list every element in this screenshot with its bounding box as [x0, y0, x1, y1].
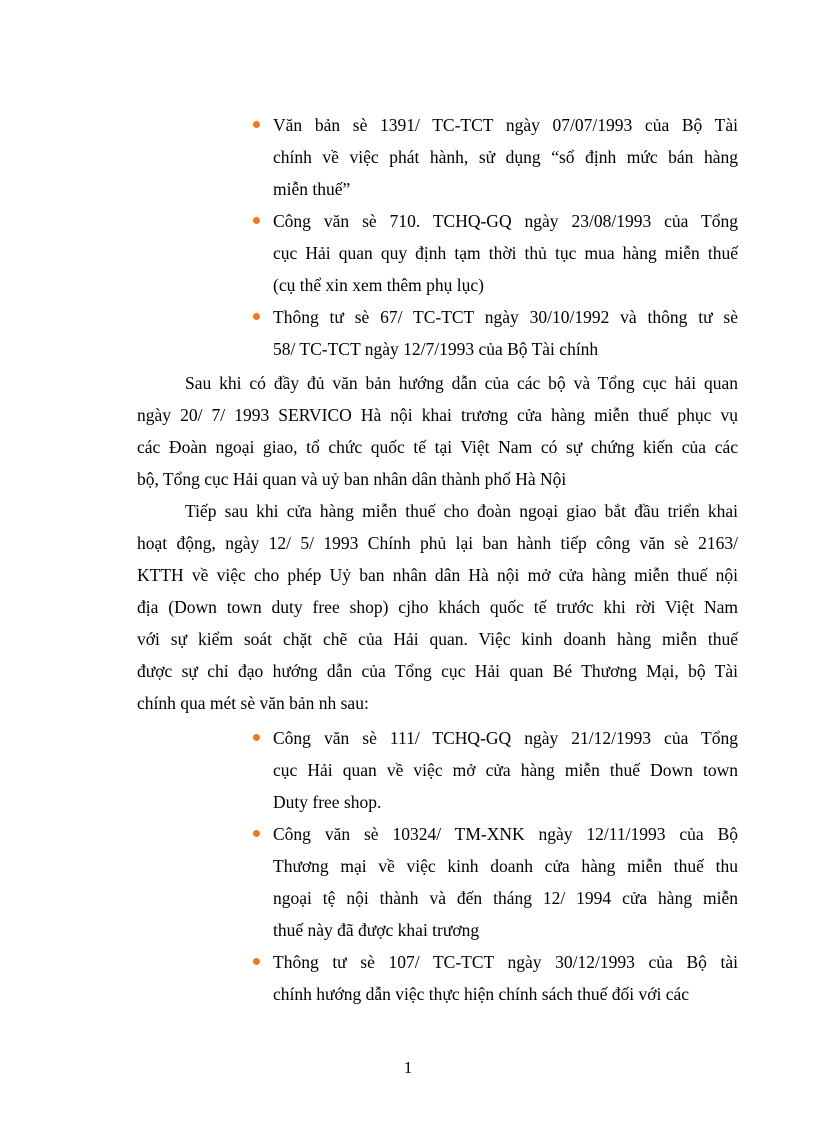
page-number: 1 [403, 1058, 413, 1077]
text-line: chính về việc phát hành, sử dụng “sổ định mức bán hàng [273, 147, 738, 167]
text-line: KTTH về việc cho phép Uỷ ban nhân dân Hà nội mở cửa hàng miễn thuế nội [137, 565, 738, 585]
text-line: (cụ thể xin xem thêm phụ lục) [273, 275, 484, 295]
bullet-dot-icon [253, 734, 260, 741]
text-line: Thương mại về việc kinh doanh cửa hàng miễn thuế thu [273, 856, 738, 876]
bullet-dot-icon [253, 121, 260, 128]
text-line: miễn thuế” [273, 179, 351, 199]
paragraph [137, 367, 738, 495]
text-line: 58/ TC-TCT ngày 12/7/1993 của Bộ Tài chính [273, 339, 599, 359]
text-line: ngày 20/ 7/ 1993 SERVICO Hà nội khai trương cửa hàng miễn thuế phục vụ [137, 405, 738, 425]
text-line: ngoại tệ nội thành và đến tháng 12/ 1994 cửa hàng miễn [273, 888, 738, 908]
bullet-item [273, 301, 738, 365]
text-line: địa (Down town duty free shop) cjho khách quốc tế trước khi rời Việt Nam [137, 597, 738, 617]
text-line: Tiếp sau khi cửa hàng miễn thuế cho đoàn ngoại giao bắt đầu triển khai [185, 501, 738, 521]
bullet-item [273, 818, 738, 946]
text-line: Thông tư sè 67/ TC-TCT ngày 30/10/1992 và thông tư sè [273, 307, 738, 327]
bullet-dot-icon [253, 313, 260, 320]
text-line: Công văn sè 710. TCHQ-GQ ngày 23/08/1993 của Tổng [273, 211, 738, 231]
bullet-list-top [273, 109, 738, 365]
text-line: chính hướng dẫn việc thực hiện chính sách thuế đối với các [273, 984, 690, 1004]
text-line: hoạt động, ngày 12/ 5/ 1993 Chính phủ lại ban hành tiếp công văn sè 2163/ [137, 533, 738, 553]
body-paragraphs [137, 367, 738, 719]
text-line: Sau khi có đầy đủ văn bản hướng dẫn của các bộ và Tổng cục hải quan [185, 373, 738, 393]
bullet-list-bottom [273, 722, 738, 1010]
text-line: Văn bản sè 1391/ TC-TCT ngày 07/07/1993 của Bộ Tài [273, 115, 738, 135]
bullet-item [273, 205, 738, 301]
bullet-item [273, 722, 738, 818]
text-line: được sự chỉ đạo hướng dẫn của Tổng cục Hải quan Bé Thương Mại, bộ Tài [137, 661, 738, 681]
bullet-dot-icon [253, 830, 260, 837]
text-line: các Đoàn ngoại giao, tổ chức quốc tế tại Việt Nam có sự chứng kiến của các [137, 437, 738, 457]
bullet-item [273, 109, 738, 205]
text-line: thuế này đã được khai trương [273, 920, 480, 940]
text-line: bộ, Tổng cục Hải quan và uỷ ban nhân dân thành phố Hà Nội [137, 469, 567, 489]
text-line: Thông tư sè 107/ TC-TCT ngày 30/12/1993 của Bộ tài [273, 952, 738, 972]
bullet-item [273, 946, 738, 1010]
text-line: Công văn sè 111/ TCHQ-GQ ngày 21/12/1993 của Tổng [273, 728, 738, 748]
text-line: với sự kiểm soát chặt chẽ của Hải quan. Việc kinh doanh hàng miễn thuế [137, 629, 738, 649]
paragraph [137, 495, 738, 719]
text-line: Công văn sè 10324/ TM-XNK ngày 12/11/1993 của Bộ [273, 824, 738, 844]
text-line: cục Hải quan về việc mở cửa hàng miễn thuế Down town [273, 760, 738, 780]
bullet-dot-icon [253, 217, 260, 224]
text-line: chính qua mét sè văn bản nh sau: [137, 693, 369, 713]
text-line: cục Hải quan quy định tạm thời thủ tục mua hàng miễn thuế [273, 243, 738, 263]
bullet-dot-icon [253, 958, 260, 965]
text-line: Duty free shop. [273, 792, 382, 812]
